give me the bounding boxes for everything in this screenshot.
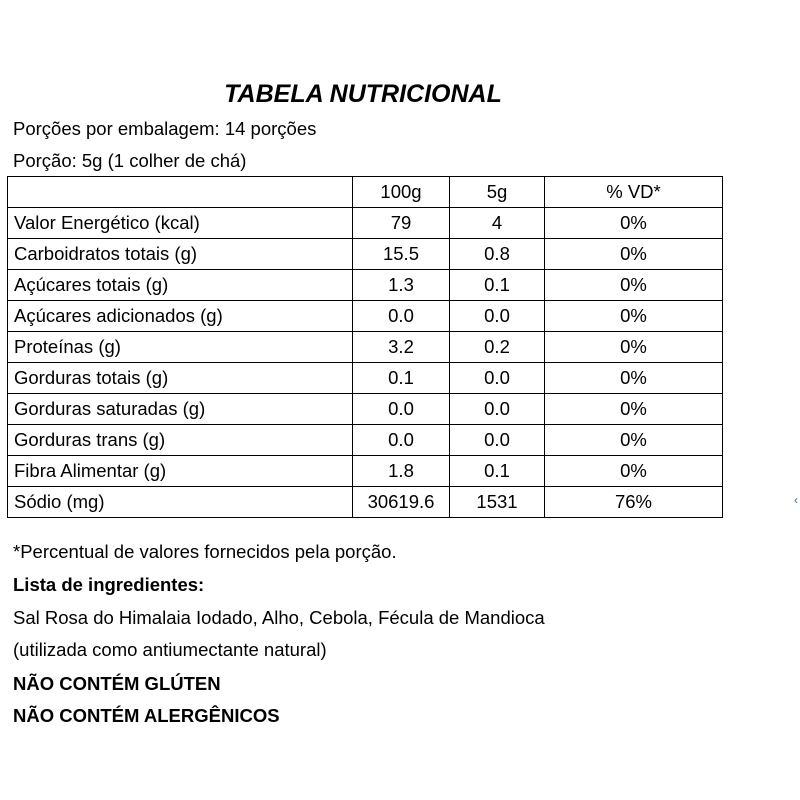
ingredients-line-1: Sal Rosa do Himalaia Iodado, Alho, Cebola, Fécula de Mandioca: [13, 607, 545, 628]
nutrient-value-cell: 0.0: [450, 425, 545, 456]
table-header-row: [8, 177, 723, 208]
nutrient-value-cell: 0.1: [353, 363, 450, 394]
page-title: TABELA NUTRICIONAL: [224, 80, 502, 108]
nutrient-name-cell: Gorduras saturadas (g): [8, 394, 353, 425]
nutrient-value-cell: 15.5: [353, 239, 450, 270]
nutrient-value-cell: 1.8: [353, 456, 450, 487]
table-row: [8, 425, 723, 456]
table-row: [8, 270, 723, 301]
table-row: [8, 239, 723, 270]
nutrient-value-cell: 79: [353, 208, 450, 239]
nutrient-value-cell: 3.2: [353, 332, 450, 363]
nutrient-value-cell: 0%: [545, 363, 723, 394]
table-row: [8, 456, 723, 487]
table-row: [8, 208, 723, 239]
nutrient-name-cell: Carboidratos totais (g): [8, 239, 353, 270]
table-header-cell: 5g: [450, 177, 545, 208]
nutrient-name-cell: Fibra Alimentar (g): [8, 456, 353, 487]
footnote: *Percentual de valores fornecidos pela porção.: [13, 541, 397, 562]
nutrient-value-cell: 0.0: [450, 363, 545, 394]
nutrient-name-cell: Proteínas (g): [8, 332, 353, 363]
nutrient-value-cell: 1531: [450, 487, 545, 518]
nutrient-name-cell: Valor Energético (kcal): [8, 208, 353, 239]
nutrient-value-cell: 0%: [545, 301, 723, 332]
ingredients-heading: Lista de ingredientes:: [13, 574, 205, 595]
serving-size: Porção: 5g (1 colher de chá): [13, 150, 247, 171]
nutrient-value-cell: 0.8: [450, 239, 545, 270]
ingredients-line-2: (utilizada como antiumectante natural): [13, 639, 327, 660]
table-row: [8, 394, 723, 425]
nutrient-value-cell: 1.3: [353, 270, 450, 301]
nutrient-value-cell: 4: [450, 208, 545, 239]
nutrient-name-cell: Sódio (mg): [8, 487, 353, 518]
nutrient-value-cell: 0%: [545, 332, 723, 363]
nutrient-value-cell: 0.0: [353, 394, 450, 425]
nutrient-value-cell: 0%: [545, 270, 723, 301]
table-row: [8, 487, 723, 518]
nutrient-name-cell: Gorduras trans (g): [8, 425, 353, 456]
table-header-cell: 100g: [353, 177, 450, 208]
nutrient-value-cell: 0.1: [450, 456, 545, 487]
nutrient-value-cell: 30619.6: [353, 487, 450, 518]
table-row: [8, 332, 723, 363]
servings-per-package: Porções por embalagem: 14 porções: [13, 118, 317, 139]
nutrient-value-cell: 0%: [545, 394, 723, 425]
nutrient-name-cell: Açúcares totais (g): [8, 270, 353, 301]
nutrient-value-cell: 0.2: [450, 332, 545, 363]
nutrition-table: [7, 176, 723, 518]
gluten-warning: NÃO CONTÉM GLÚTEN: [13, 673, 221, 694]
nutrient-value-cell: 0%: [545, 208, 723, 239]
allergens-warning: NÃO CONTÉM ALERGÊNICOS: [13, 705, 280, 726]
nutrient-value-cell: 0%: [545, 425, 723, 456]
nutrient-value-cell: 0%: [545, 239, 723, 270]
table-row: [8, 301, 723, 332]
nutrient-name-cell: Açúcares adicionados (g): [8, 301, 353, 332]
nutrient-value-cell: 76%: [545, 487, 723, 518]
nutrient-value-cell: 0.0: [450, 301, 545, 332]
table-row: [8, 363, 723, 394]
nutrient-value-cell: 0.0: [450, 394, 545, 425]
nutrient-value-cell: 0.0: [353, 301, 450, 332]
table-header-cell: [8, 177, 353, 208]
nutrient-value-cell: 0.0: [353, 425, 450, 456]
edge-mark-icon: ‹: [794, 493, 798, 507]
nutrient-value-cell: 0.1: [450, 270, 545, 301]
nutrient-name-cell: Gorduras totais (g): [8, 363, 353, 394]
table-header-cell: % VD*: [545, 177, 723, 208]
nutrient-value-cell: 0%: [545, 456, 723, 487]
